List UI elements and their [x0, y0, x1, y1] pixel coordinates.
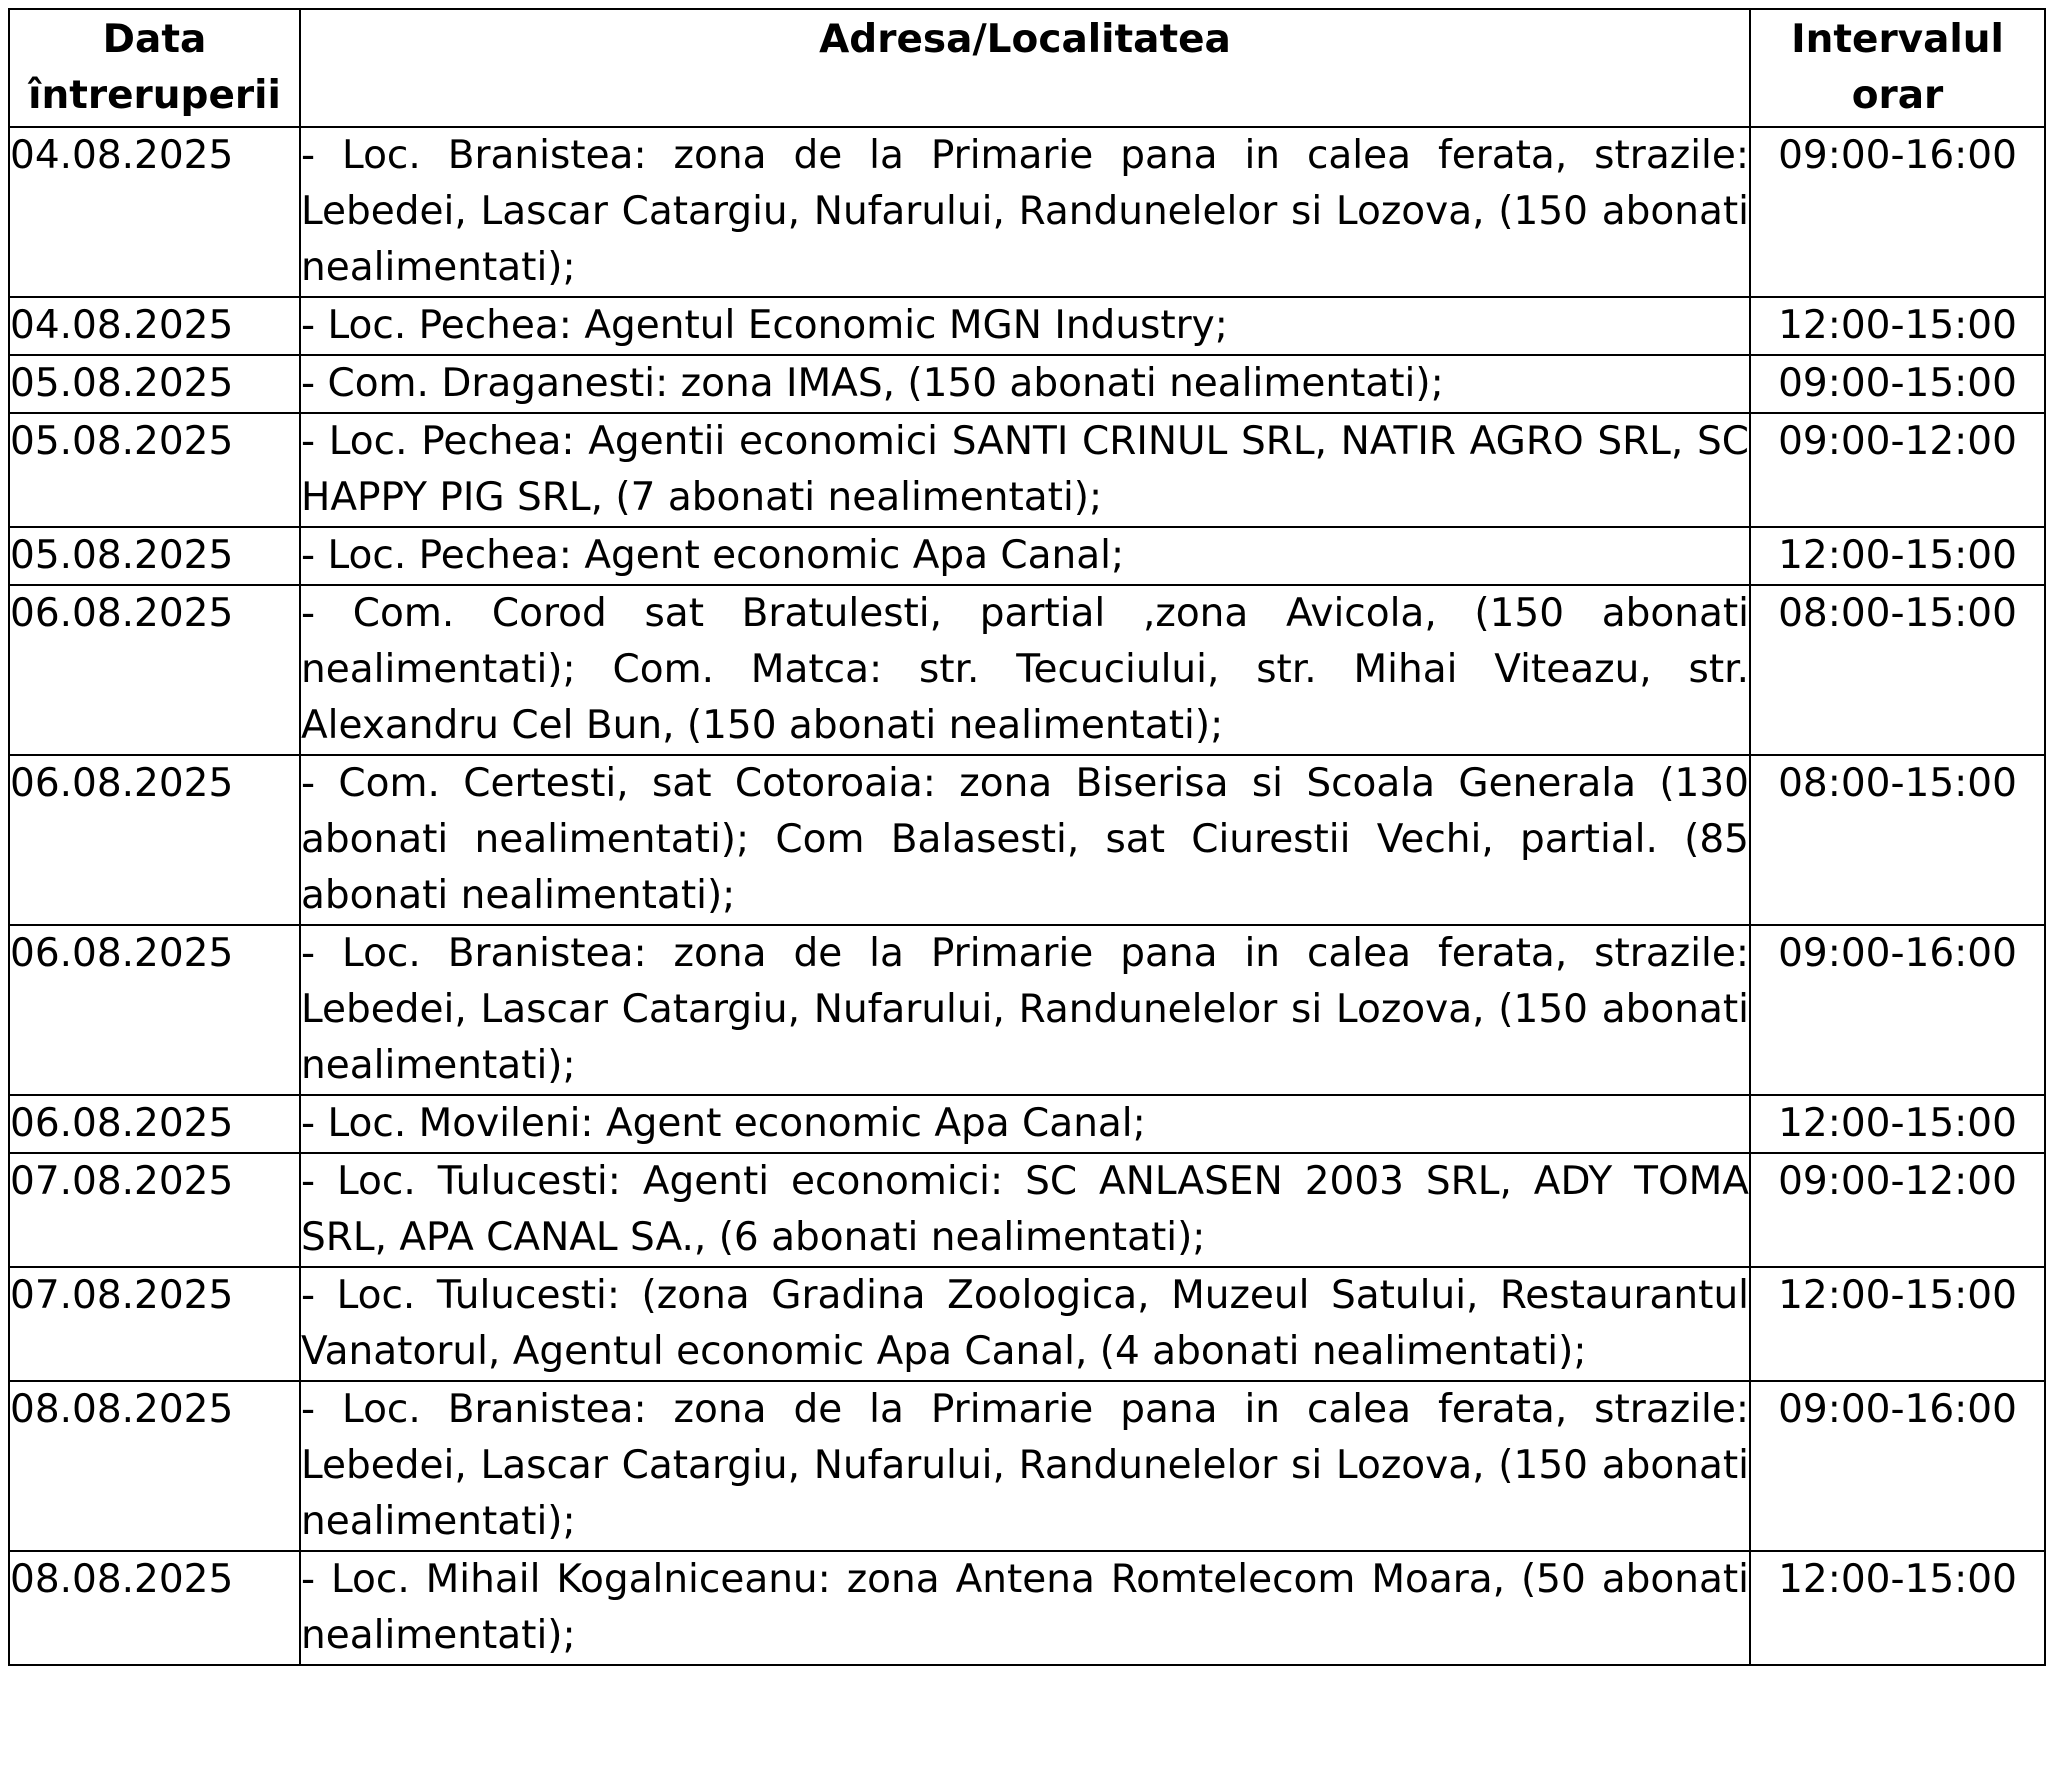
cell-address: - Loc. Tulucesti: (zona Gradina Zoologica, Muzeul Satului, Restaurantul Vanatorul, Agentul economic Apa Canal, (4 abonati nealimentati); [300, 1267, 1750, 1381]
cell-address: - Loc. Mihail Kogalniceanu: zona Antena Romtelecom Moara, (50 abonati nealimentati); [300, 1551, 1750, 1665]
cell-date: 04.08.2025 [9, 127, 300, 297]
table-row [9, 925, 2045, 1095]
cell-interval: 08:00-15:00 [1750, 585, 2045, 755]
cell-address: - Com. Certesti, sat Cotoroaia: zona Biserisa si Scoala Generala (130 abonati nealimentati); Com Balasesti, sat Ciurestii Vechi, partial. (85 abonati nealimentati); [300, 755, 1750, 925]
table-row [9, 297, 2045, 355]
cell-interval: 09:00-12:00 [1750, 1153, 2045, 1267]
cell-date: 06.08.2025 [9, 1095, 300, 1153]
table-row [9, 127, 2045, 297]
cell-date: 05.08.2025 [9, 527, 300, 585]
cell-interval: 09:00-15:00 [1750, 355, 2045, 413]
cell-date: 07.08.2025 [9, 1153, 300, 1267]
cell-date: 04.08.2025 [9, 297, 300, 355]
table-row [9, 355, 2045, 413]
cell-address: - Loc. Branistea: zona de la Primarie pana in calea ferata, strazile: Lebedei, Lascar Catargiu, Nufarului, Randunelelor si Lozova, (150 abonati nealimentati); [300, 925, 1750, 1095]
cell-interval: 12:00-15:00 [1750, 1267, 2045, 1381]
cell-interval: 12:00-15:00 [1750, 527, 2045, 585]
cell-address: - Loc. Branistea: zona de la Primarie pana in calea ferata, strazile: Lebedei, Lascar Catargiu, Nufarului, Randunelelor si Lozova, (150 abonati nealimentati); [300, 127, 1750, 297]
table-body [9, 127, 2045, 1665]
cell-date: 08.08.2025 [9, 1551, 300, 1665]
table-row [9, 1153, 2045, 1267]
cell-interval: 09:00-12:00 [1750, 413, 2045, 527]
table-row [9, 1095, 2045, 1153]
header-interval: Intervalul orar [1750, 9, 2045, 127]
header-date: Data întreruperii [9, 9, 300, 127]
header-row [9, 9, 2045, 127]
cell-address: - Loc. Tulucesti: Agenti economici: SC ANLASEN 2003 SRL, ADY TOMA SRL, APA CANAL SA., (6 abonati nealimentati); [300, 1153, 1750, 1267]
cell-date: 06.08.2025 [9, 925, 300, 1095]
cell-address: - Loc. Pechea: Agent economic Apa Canal; [300, 527, 1750, 585]
cell-address: - Com. Corod sat Bratulesti, partial ,zona Avicola, (150 abonati nealimentati); Com. Matca: str. Tecuciului, str. Mihai Viteazu, str. Alexandru Cel Bun, (150 abonati nealimentati); [300, 585, 1750, 755]
table-row [9, 413, 2045, 527]
cell-date: 06.08.2025 [9, 755, 300, 925]
cell-address: - Loc. Pechea: Agentii economici SANTI CRINUL SRL, NATIR AGRO SRL, SC HAPPY PIG SRL, (7 abonati nealimentati); [300, 413, 1750, 527]
cell-interval: 09:00-16:00 [1750, 127, 2045, 297]
cell-interval: 08:00-15:00 [1750, 755, 2045, 925]
cell-interval: 09:00-16:00 [1750, 925, 2045, 1095]
cell-interval: 12:00-15:00 [1750, 297, 2045, 355]
cell-date: 05.08.2025 [9, 413, 300, 527]
cell-address: - Loc. Branistea: zona de la Primarie pana in calea ferata, strazile: Lebedei, Lascar Catargiu, Nufarului, Randunelelor si Lozova, (150 abonati nealimentati); [300, 1381, 1750, 1551]
outage-schedule-table [8, 8, 2046, 1666]
cell-date: 07.08.2025 [9, 1267, 300, 1381]
cell-date: 06.08.2025 [9, 585, 300, 755]
table-row [9, 585, 2045, 755]
table-row [9, 1267, 2045, 1381]
cell-address: - Com. Draganesti: zona IMAS, (150 abonati nealimentati); [300, 355, 1750, 413]
cell-date: 08.08.2025 [9, 1381, 300, 1551]
table-row [9, 755, 2045, 925]
cell-interval: 09:00-16:00 [1750, 1381, 2045, 1551]
header-address: Adresa/Localitatea [300, 9, 1750, 127]
table-row [9, 1381, 2045, 1551]
cell-date: 05.08.2025 [9, 355, 300, 413]
cell-interval: 12:00-15:00 [1750, 1095, 2045, 1153]
outage-schedule-document [8, 8, 2044, 1666]
table-row [9, 527, 2045, 585]
cell-address: - Loc. Movileni: Agent economic Apa Canal; [300, 1095, 1750, 1153]
cell-address: - Loc. Pechea: Agentul Economic MGN Industry; [300, 297, 1750, 355]
table-row [9, 1551, 2045, 1665]
cell-interval: 12:00-15:00 [1750, 1551, 2045, 1665]
table-header [9, 9, 2045, 127]
